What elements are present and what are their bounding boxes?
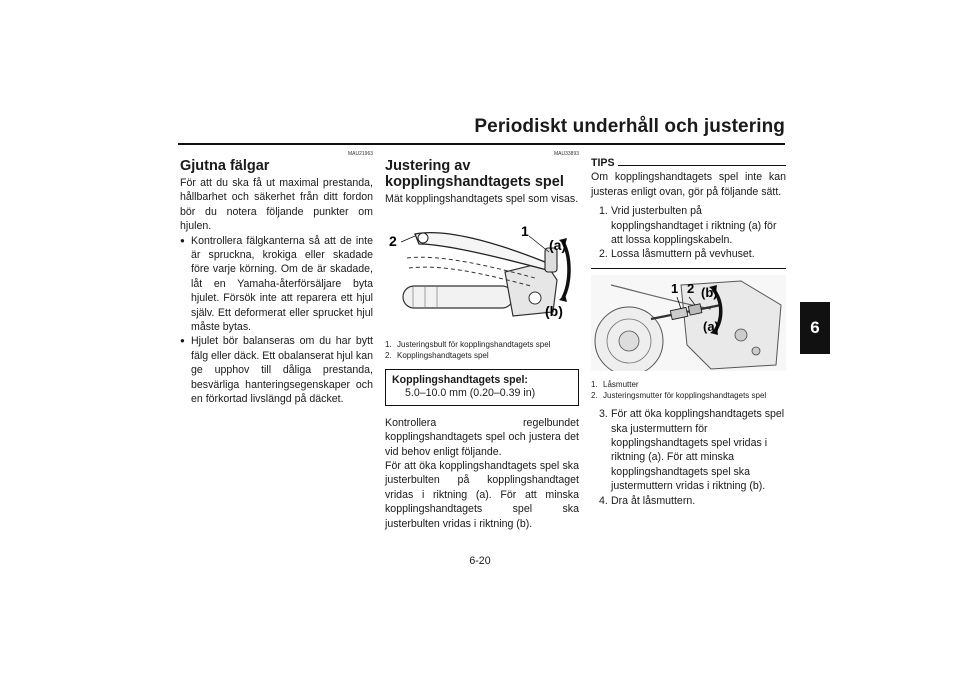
bullet-icon: ● <box>180 235 185 245</box>
spec-title: Kopplingshandtagets spel: <box>392 373 528 386</box>
list-item <box>599 247 786 261</box>
bullet-text: Kontrollera fälgkanterna så att de inte är spruckna, krokiga eller skadade före varje körning. Om de är skadade, låt en Yamaha-återförsäljare byta hjulet. Försök inte att reparera ett hjul själv. Ett deformerat eller sprucket hjul måste bytas. <box>191 234 373 334</box>
caption-row <box>591 390 786 401</box>
figure-label-1: 1 <box>521 223 529 240</box>
figure-label-a: (a) <box>549 237 567 254</box>
crankcase-adjuster-figure <box>591 275 786 371</box>
caption-text: Låsmutter <box>603 380 639 390</box>
step-text: För att öka kopplingshandtagets spel ska justermuttern för kopplingshandtagets spel vridas i riktning (a). För att minska kopplingshandtagets spel ska justermuttern vridas i riktning (b). <box>611 408 785 493</box>
page-header-title: Periodiskt underhåll och justering <box>474 116 785 137</box>
caption-text: Justeringsmutter för kopplingshandtagets spel <box>603 391 767 401</box>
step-text: Vrid justerbulten på kopplingshandtaget i riktning (a) för att lossa kopplingskabeln. <box>611 205 777 247</box>
step-number: 3. <box>599 408 608 421</box>
tips-text: Om kopplingshandtagets spel inte kan justeras enligt ovan, gör på följande sätt. <box>591 171 786 198</box>
step-number: 2. <box>599 248 608 261</box>
list-item <box>180 234 373 335</box>
header-rule <box>178 143 785 145</box>
section-intro: För att du ska få ut maximal prestanda, hållbarhet och säkerhet från ditt fordon bör du notera följande punkter om hjulen. <box>180 177 373 233</box>
step-number: 1. <box>599 205 608 218</box>
section-code: MAU21963 <box>347 151 373 157</box>
tips-end-rule <box>591 268 786 269</box>
figure-captions <box>591 379 786 401</box>
figure-label-b: (b) <box>545 303 563 320</box>
list-item <box>599 494 786 508</box>
list-item <box>599 204 786 247</box>
clutch-lever-figure <box>385 212 579 330</box>
section-code: MAU33893 <box>553 151 579 157</box>
figure-label-2: 2 <box>389 233 397 250</box>
figure-label-b: (b) <box>701 284 718 300</box>
list-item <box>180 334 373 406</box>
spec-box <box>385 369 579 406</box>
tips-rule <box>618 165 786 166</box>
figure-label-2: 2 <box>687 280 695 296</box>
figure-label-a: (a) <box>703 318 719 334</box>
paragraph: För att öka kopplingshandtagets spel ska justerbulten på kopplingshandtaget vridas i riktning (a). För att minska kopplingshandtagets spel ska justerbulten vridas i riktning (b). <box>385 460 579 530</box>
section-heading: Gjutna fälgar <box>180 158 270 174</box>
figure-captions <box>385 339 579 361</box>
list-item <box>599 407 786 493</box>
chapter-tab: 6 <box>800 302 830 354</box>
column-left <box>180 150 373 407</box>
section-intro: Mät kopplingshandtagets spel som visas. <box>385 193 579 205</box>
bullet-icon: ● <box>180 336 185 346</box>
caption-number: 2. <box>385 350 392 360</box>
caption-row <box>385 350 579 361</box>
spec-value: 5.0–10.0 mm (0.20–0.39 in) <box>405 386 536 399</box>
paragraph: Kontrollera regelbundet kopplingshandtagets spel och justera det vid behov enligt följande. <box>385 416 579 458</box>
caption-row <box>591 379 786 390</box>
caption-row <box>385 339 579 350</box>
caption-text: Kopplingshandtagets spel <box>397 350 489 360</box>
caption-number: 1. <box>385 339 392 349</box>
caption-number: 1. <box>591 380 598 390</box>
bullet-text: Hjulet bör balanseras om du har bytt fälg eller däck. Ett obalanserat hjul kan ge upphov till dåliga prestanda, besvärliga hanteringsegenskaper och en förkortad livslängd på däcket. <box>191 335 373 406</box>
caption-number: 2. <box>591 391 598 401</box>
step-text: Lossa låsmuttern på vevhuset. <box>611 248 755 261</box>
figure-label-1: 1 <box>671 280 679 296</box>
column-right <box>591 150 786 508</box>
step-number: 4. <box>599 494 608 507</box>
column-middle <box>385 150 579 531</box>
tips-label: TIPS <box>591 157 615 169</box>
tips-header <box>591 156 786 170</box>
step-text: Dra åt låsmuttern. <box>611 494 696 507</box>
section-heading: Justering av kopplingshandtagets spel <box>385 158 564 190</box>
page-number: 6-20 <box>469 555 491 567</box>
caption-text: Justeringsbult för kopplingshandtagets spel <box>397 339 551 349</box>
